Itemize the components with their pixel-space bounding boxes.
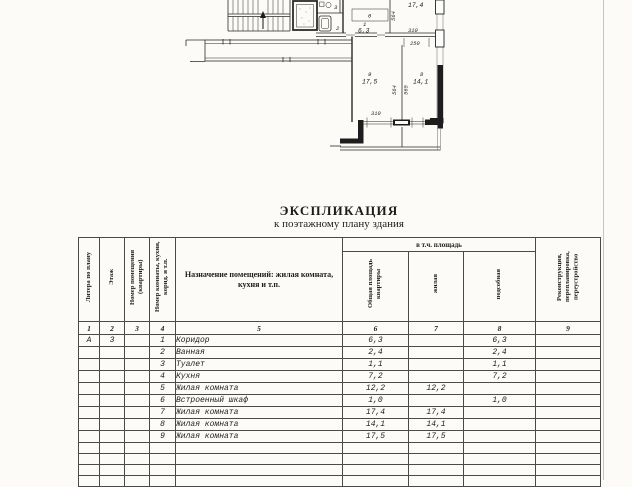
cell-litera (79, 371, 100, 383)
header-room-number: Номер комнаты, кухни, корид. и т.п. (150, 238, 176, 322)
col-number: 7 (409, 322, 464, 335)
empty-cell (464, 443, 536, 454)
cell-room-number: 6 (150, 395, 176, 407)
table-row (79, 407, 601, 419)
cell-floor (100, 407, 125, 419)
dim-564-mid: 564 (392, 85, 398, 95)
cell-room-name: Жилая комната (176, 383, 343, 395)
header-area-group: в т.ч. площадь (343, 238, 536, 252)
toilet-icon (320, 2, 325, 7)
room8-number: 8 (420, 71, 424, 78)
cell-litera (79, 383, 100, 395)
empty-cell (343, 476, 409, 487)
empty-cell (150, 443, 176, 454)
table-row (79, 383, 601, 395)
cell-room-number: 3 (150, 359, 176, 371)
empty-cell (464, 476, 536, 487)
right-exterior-wall (430, 0, 444, 124)
cell-aux-area (464, 431, 536, 443)
cell-aux-area (464, 407, 536, 419)
cell-aux-area: 6,3 (464, 335, 536, 347)
toilet-room (317, 0, 343, 13)
header-flat-number: Номер помещения (квартиры) (125, 238, 150, 322)
cell-room-name: Ванная (176, 347, 343, 359)
cell-flat-number (125, 335, 150, 347)
empty-cell (79, 476, 100, 487)
empty-cell (100, 454, 125, 465)
cell-total-area: 14,1 (343, 419, 409, 431)
cell-room-number: 9 (150, 431, 176, 443)
empty-cell (150, 465, 176, 476)
cell-living-area (409, 335, 464, 347)
table-row (79, 335, 601, 347)
room9-area: 17,5 (362, 78, 378, 86)
empty-cell (409, 465, 464, 476)
cell-living-area (409, 359, 464, 371)
cell-litera (79, 419, 100, 431)
col-number: 6 (343, 322, 409, 335)
column-number-row (79, 322, 601, 335)
cell-reconstruction (536, 383, 601, 395)
cell-litera: А (79, 335, 100, 347)
empty-cell (125, 443, 150, 454)
dim-310-top: 310 (408, 28, 418, 34)
cell-litera (79, 395, 100, 407)
empty-cell (125, 454, 150, 465)
cell-living-area: 17,5 (409, 431, 464, 443)
header-purpose: Назначение помещений: жилая комната, кухня и т.п. (176, 238, 343, 322)
cell-flat-number (125, 431, 150, 443)
cell-total-area: 17,4 (343, 407, 409, 419)
empty-cell (464, 454, 536, 465)
left-loggia (186, 39, 352, 62)
staircase (228, 0, 290, 31)
table-row (79, 431, 601, 443)
cell-total-area: 1,1 (343, 359, 409, 371)
cell-reconstruction (536, 419, 601, 431)
empty-cell (100, 465, 125, 476)
header-litera: Литера по плану (79, 238, 100, 322)
floor-plan (178, 0, 470, 165)
room8-area: 14,1 (413, 78, 429, 86)
cell-living-area (409, 371, 464, 383)
room-7 (390, 0, 424, 33)
closet-room (352, 9, 388, 21)
balcony-wall (330, 111, 443, 146)
empty-cell (409, 454, 464, 465)
cell-room-number: 7 (150, 407, 176, 419)
empty-row (79, 454, 601, 465)
cell-floor (100, 383, 125, 395)
col-number: 4 (150, 322, 176, 335)
toilet-icon (326, 2, 331, 7)
bathroom-number: 2 (336, 25, 340, 32)
room9-number: 9 (368, 71, 372, 78)
empty-cell (409, 476, 464, 487)
cell-living-area (409, 395, 464, 407)
cell-aux-area: 2,4 (464, 347, 536, 359)
cell-room-number: 2 (150, 347, 176, 359)
cell-floor (100, 395, 125, 407)
cell-aux-area (464, 419, 536, 431)
elevator-shaft (293, 1, 317, 30)
cell-total-area: 12,2 (343, 383, 409, 395)
empty-cell (125, 465, 150, 476)
header-living-area: жилая (409, 252, 464, 322)
empty-cell (100, 476, 125, 487)
cell-floor (100, 347, 125, 359)
cell-aux-area: 1,0 (464, 395, 536, 407)
empty-cell (100, 443, 125, 454)
empty-cell (79, 465, 100, 476)
empty-cell (79, 443, 100, 454)
cell-living-area (409, 347, 464, 359)
cell-reconstruction (536, 407, 601, 419)
cell-flat-number (125, 371, 150, 383)
empty-cell (79, 454, 100, 465)
empty-cell (536, 465, 601, 476)
cell-room-name: Встроенный шкаф (176, 395, 343, 407)
header-total-area: Общая площадь квартиры (343, 252, 409, 322)
cell-litera (79, 431, 100, 443)
col-number: 5 (176, 322, 343, 335)
dim-564-top: 564 (391, 11, 397, 21)
empty-cell (536, 443, 601, 454)
cell-floor (100, 431, 125, 443)
corridor-label (358, 21, 370, 35)
cell-total-area: 1,0 (343, 395, 409, 407)
empty-cell (343, 465, 409, 476)
cell-room-number: 1 (150, 335, 176, 347)
empty-cell (125, 476, 150, 487)
header-reconstruction: Реконструкция, перепланировка, переустройство (536, 238, 601, 322)
corridor-walls (316, 32, 437, 39)
cell-total-area: 2,4 (343, 347, 409, 359)
cell-room-name: Туалет (176, 359, 343, 371)
cell-room-name: Жилая комната (176, 407, 343, 419)
col-number: 2 (100, 322, 125, 335)
empty-cell (536, 476, 601, 487)
cell-reconstruction (536, 431, 601, 443)
cell-flat-number (125, 359, 150, 371)
cell-flat-number (125, 383, 150, 395)
cell-living-area: 17,4 (409, 407, 464, 419)
cell-reconstruction (536, 395, 601, 407)
cell-room-number: 4 (150, 371, 176, 383)
col-number: 8 (464, 322, 536, 335)
empty-cell (343, 454, 409, 465)
cell-litera (79, 407, 100, 419)
table-row (79, 359, 601, 371)
table-row (79, 347, 601, 359)
cell-room-number: 5 (150, 383, 176, 395)
cell-aux-area: 1,1 (464, 359, 536, 371)
cell-room-number: 8 (150, 419, 176, 431)
room7-area: 17,4 (408, 2, 424, 9)
dim-310-bottom: 310 (371, 111, 381, 117)
cell-flat-number (125, 419, 150, 431)
empty-cell (176, 476, 343, 487)
dimensions-top-right (404, 28, 429, 47)
closet-number: 6 (368, 12, 372, 20)
toilet-room-number: 3 (334, 4, 338, 11)
header-aux-area: подсобная (464, 252, 536, 322)
empty-cell (536, 454, 601, 465)
empty-cell (176, 454, 343, 465)
cell-floor: 3 (100, 335, 125, 347)
empty-cell (150, 476, 176, 487)
table-row (79, 395, 601, 407)
empty-cell (464, 465, 536, 476)
cell-floor (100, 419, 125, 431)
empty-row (79, 443, 601, 454)
cell-total-area: 6,3 (343, 335, 409, 347)
col-number: 1 (79, 322, 100, 335)
cell-reconstruction (536, 335, 601, 347)
cell-floor (100, 359, 125, 371)
empty-cell (343, 443, 409, 454)
cell-reconstruction (536, 371, 601, 383)
document-title-block (78, 203, 600, 231)
room-9 (362, 71, 378, 86)
empty-cell (409, 443, 464, 454)
table-row (79, 371, 601, 383)
cell-aux-area (464, 383, 536, 395)
cell-room-name: Кухня (176, 371, 343, 383)
cell-aux-area: 7,2 (464, 371, 536, 383)
empty-cell (150, 454, 176, 465)
cell-room-name: Коридор (176, 335, 343, 347)
header-row-top (79, 238, 601, 252)
cell-reconstruction (536, 359, 601, 371)
header-floor: Этаж (100, 238, 125, 322)
scan-edge-line (603, 0, 604, 480)
cell-room-name: Жилая комната (176, 419, 343, 431)
cell-flat-number (125, 347, 150, 359)
empty-cell (176, 465, 343, 476)
document-title: ЭКСПЛИКАЦИЯ (279, 203, 399, 218)
col-number: 3 (125, 322, 150, 335)
cell-litera (79, 359, 100, 371)
empty-row (79, 476, 601, 487)
cell-flat-number (125, 395, 150, 407)
cell-living-area: 12,2 (409, 383, 464, 395)
table-row (79, 419, 601, 431)
corridor-area: 6,3 (358, 27, 370, 35)
col-number: 9 (536, 322, 601, 335)
cell-reconstruction (536, 347, 601, 359)
cell-floor (100, 371, 125, 383)
dim-565-mid: 565 (403, 85, 410, 95)
dimensions-middle (392, 84, 410, 94)
bathtub-icon (322, 19, 329, 29)
cell-living-area: 14,1 (409, 419, 464, 431)
explication-table (78, 237, 601, 487)
document-subtitle: к поэтажному плану здания (273, 218, 404, 230)
cell-total-area: 17,5 (343, 431, 409, 443)
cell-total-area: 7,2 (343, 371, 409, 383)
corridor-number: 1 (363, 21, 367, 28)
empty-row (79, 465, 601, 476)
empty-cell (176, 443, 343, 454)
cell-flat-number (125, 407, 150, 419)
cell-room-name: Жилая комната (176, 431, 343, 443)
dim-250: 250 (410, 41, 420, 47)
room-8 (413, 71, 429, 86)
cell-litera (79, 347, 100, 359)
